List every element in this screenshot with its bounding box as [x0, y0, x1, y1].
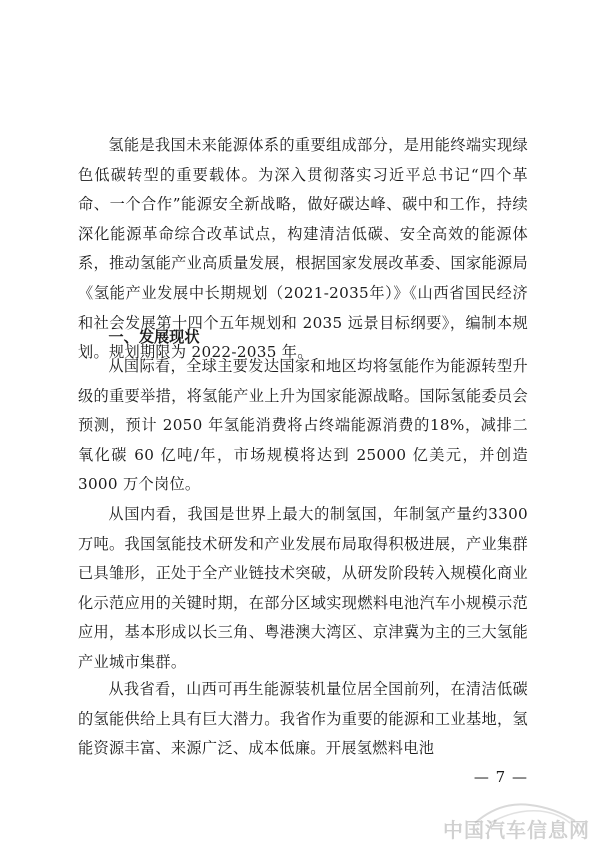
international-paragraph: 从国际看，全球主要发达国家和地区均将氢能作为能源转型升级的重要举措，将氢能产业上升为国家能源战略。国际氢能委员会预测，预计 2050 年氢能消费将占终端能源消费的18%，减排二氧化碳 60 亿吨/年，市场规模将达到 25000 亿美元，并创造 3000 万个岗位。 [78, 357, 528, 494]
intro-paragraph: 氢能是我国未来能源体系的重要组成部分，是用能终端实现绿色低碳转型的重要载体。为深入贯彻落实习近平总书记“四个革命、一个合作”能源安全新战略，做好碳达峰、碳中和工作，持续深化能源革命综合改革试点，构建清洁低碳、安全高效的能源体系，推动氢能产业高质量发展，根据国家发展改革委、国家能源局《氢能产业发展中长期规划（2021-2035年）》《山西省国民经济和社会发展第十四个五年规划和 2035 远景目标纲要》，编制本规划。规划期限为 2022-2035 年。 [78, 136, 528, 362]
provincial-paragraph: 从我省看，山西可再生能源装机量位居全国前列，在清洁低碳的氢能供给上具有巨大潜力。我省作为重要的能源和工业基地，氢能资源丰富、来源广泛、成本低廉。开展氢燃料电池 [78, 680, 528, 758]
page-number: — 7 — [473, 768, 528, 786]
watermark-text: 中国汽车信息网 [443, 818, 590, 842]
domestic-paragraph: 从国内看，我国是世界上最大的制氢国，年制氢产量约3300 万吨。我国氢能技术研发和产业发展布局取得积极进展，产业集群已具雏形，正处于全产业链技术突破，从研发阶段转入规模化商业化示范应用的关键时期，在部分区域实现燃料电池汽车小规模示范应用，基本形成以长三角、粤港澳大湾区、京津冀为主的三大氢能产业城市集群。 [78, 505, 528, 671]
section-heading: 一、发展现状 [108, 328, 200, 346]
